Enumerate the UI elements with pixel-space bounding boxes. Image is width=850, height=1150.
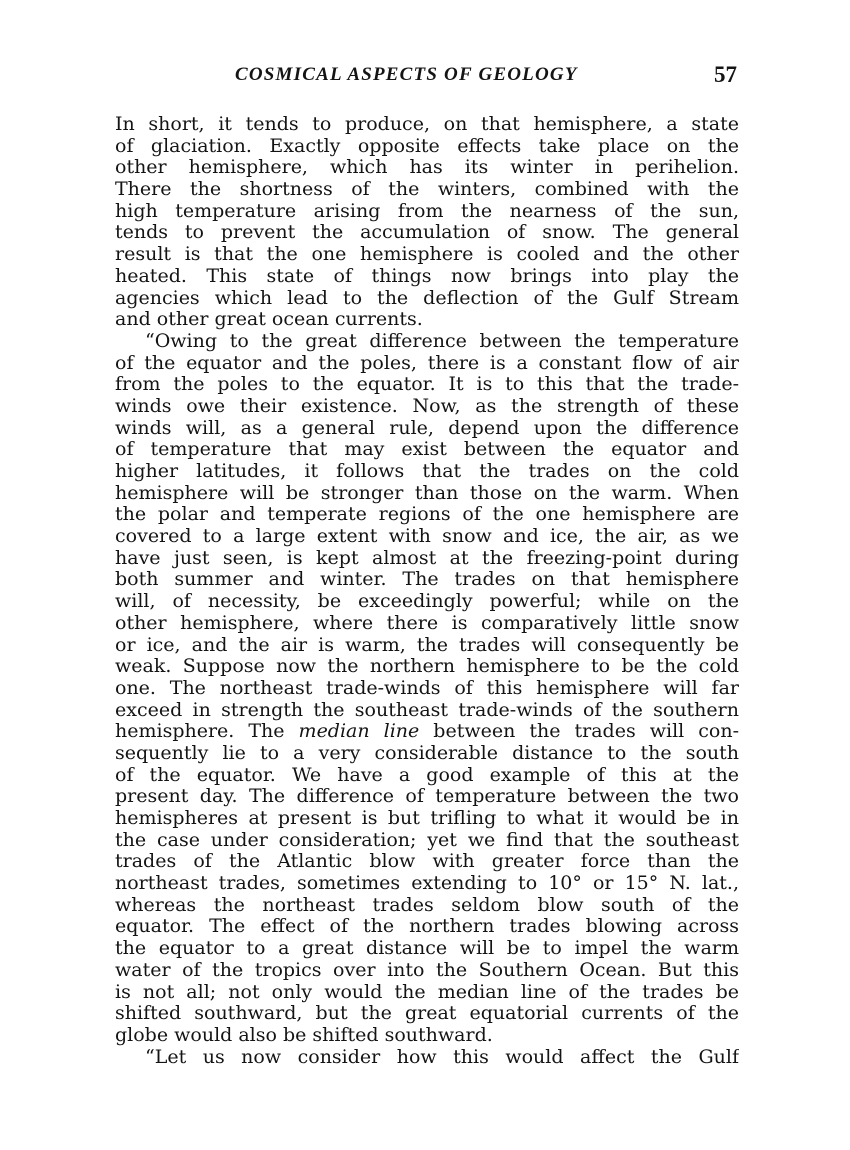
text-line: of the equator. We have a good example of this at the: [115, 764, 739, 786]
text-segment: hemisphere. The: [115, 721, 299, 743]
text-line: result is that the one hemisphere is cooled and the other: [115, 244, 739, 266]
text-line: In short, it tends to produce, on that hemisphere, a state: [115, 114, 739, 135]
page-number: 57: [714, 62, 737, 87]
text-line: present day. The difference of temperature between the two: [115, 786, 739, 808]
text-line: hemisphere will be stronger than those on the warm. When: [115, 482, 739, 504]
text-line: northeast trades, sometimes extending to 10° or 15° N. lat.,: [115, 873, 739, 895]
text-line: weak. Suppose now the northern hemisphere to be the cold: [115, 656, 739, 678]
text-line: shifted southward, but the great equatorial currents of the: [115, 1003, 739, 1025]
text-line: high temperature arising from the nearness of the sun,: [115, 200, 739, 222]
text-line: equator. The effect of the northern trades blowing across: [115, 916, 739, 938]
text-line: will, of necessity, be exceedingly powerful; while on the: [115, 591, 739, 613]
italic-term: median line: [298, 721, 420, 743]
text-line: covered to a large extent with snow and ice, the air, as we: [115, 526, 739, 548]
text-line: water of the tropics over into the Southern Ocean. But this: [115, 959, 739, 981]
text-line: other hemisphere, where there is comparatively little snow: [115, 612, 739, 634]
text-line: whereas the northeast trades seldom blow south of the: [115, 894, 739, 916]
text-line: one. The northeast trade-winds of this hemisphere will far: [115, 677, 739, 699]
text-line: the case under consideration; yet we find that the southeast: [115, 829, 739, 851]
text-line: have just seen, is kept almost at the freezing-point during: [115, 547, 739, 569]
running-title: COSMICAL ASPECTS OF GEOLOGY: [235, 64, 578, 85]
text-line: globe would also be shifted southward.: [115, 1024, 493, 1046]
text-segment: between the trades will con-: [419, 721, 739, 743]
text-line: exceed in strength the southeast trade-winds of the southern: [115, 699, 739, 721]
body-text: [115, 114, 739, 1068]
text-line: winds will, as a general rule, depend upon the difference: [115, 417, 739, 439]
text-line: of glaciation. Exactly opposite effects take place on the: [115, 135, 739, 157]
running-header: [115, 62, 739, 92]
text-line: winds owe their existence. Now, as the strength of these: [115, 395, 739, 417]
text-line: other hemisphere, which has its winter in perihelion.: [115, 157, 739, 179]
text-line: both summer and winter. The trades on that hemisphere: [115, 569, 739, 591]
text-line: from the poles to the equator. It is to this that the trade-: [115, 374, 739, 396]
text-line: tends to prevent the accumulation of snow. The general: [115, 222, 739, 244]
text-line: “Let us now consider how this would affect the Gulf: [145, 1046, 739, 1068]
text-line: “Owing to the great difference between the temperature: [145, 330, 739, 352]
text-line: [115, 721, 739, 743]
text-line: of the equator and the poles, there is a constant flow of air: [115, 352, 739, 374]
text-line: the polar and temperate regions of the one hemisphere are: [115, 504, 739, 526]
text-line: or ice, and the air is warm, the trades will consequently be: [115, 634, 739, 656]
text-line: is not all; not only would the median line of the trades be: [115, 981, 739, 1003]
text-line: agencies which lead to the deflection of the Gulf Stream: [115, 287, 739, 309]
text-line: and other great ocean currents.: [115, 309, 423, 331]
text-line: There the shortness of the winters, combined with the: [115, 179, 739, 201]
text-line: higher latitudes, it follows that the trades on the cold: [115, 461, 739, 482]
text-line: heated. This state of things now brings into play the: [115, 265, 739, 287]
text-line: hemispheres at present is but trifling to what it would be in: [115, 808, 739, 829]
text-line: of temperature that may exist between the equator and: [115, 439, 739, 461]
text-line: the equator to a great distance will be to impel the warm: [115, 938, 739, 960]
text-line: sequently lie to a very considerable distance to the south: [115, 742, 739, 764]
text-line: trades of the Atlantic blow with greater force than the: [115, 851, 739, 873]
